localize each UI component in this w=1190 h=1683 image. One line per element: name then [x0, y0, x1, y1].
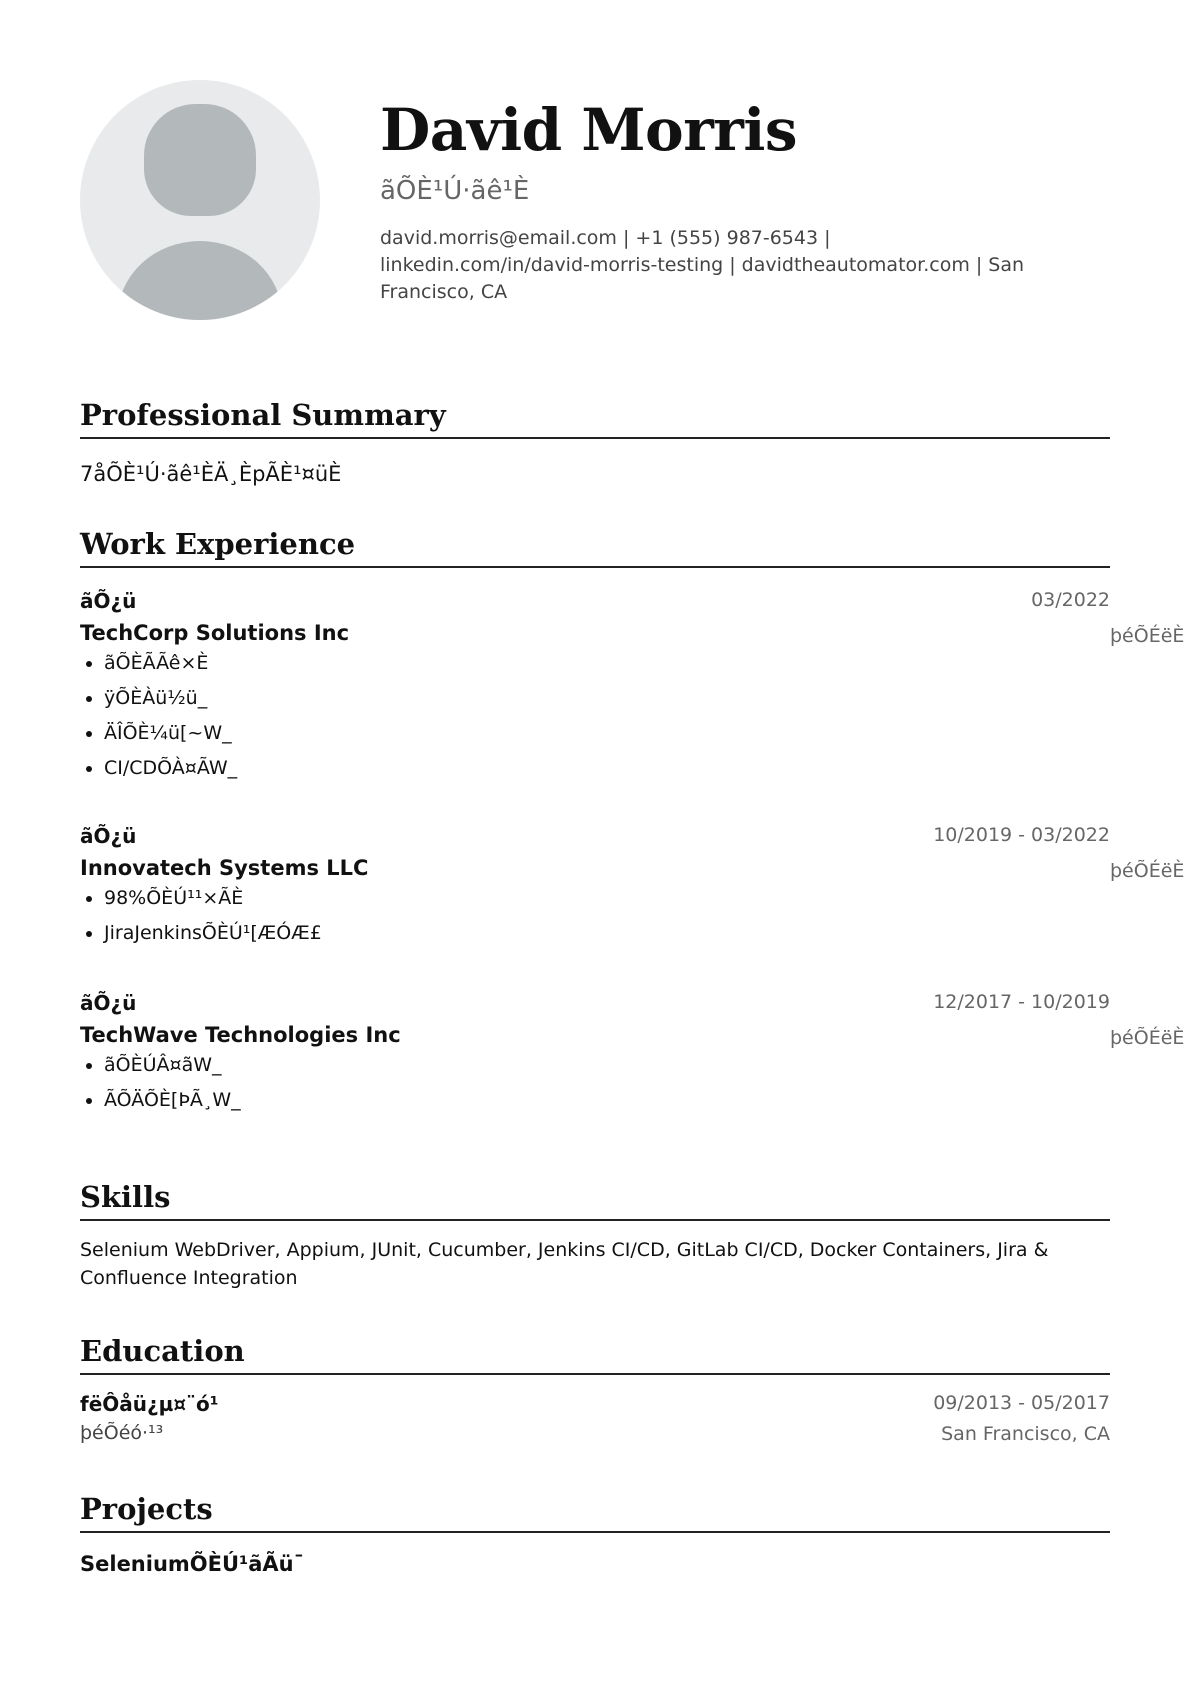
job-company: Innovatech Systems LLC — [80, 856, 369, 880]
job-bullet: • ÿÕÈÀü½ü_ — [104, 685, 1110, 711]
job-title: ãÕ¿ü — [80, 589, 137, 613]
section-title-skills: Skills — [80, 1180, 1110, 1221]
section-title-projects: Projects — [80, 1492, 1110, 1533]
job-bullet: • JiraJenkinsÕÈÚ¹[ÆÓÆ£ — [104, 920, 1110, 946]
project-name: SeleniumÕÈÚ¹ãÃü¯ — [80, 1552, 305, 1576]
job-location: þéÕÉëÈ — [1110, 1027, 1185, 1049]
job-location: þéÕÉëÈ — [1110, 625, 1185, 647]
job-bullet: • ãÕÈÃÃê×È — [104, 650, 1110, 676]
avatar — [80, 80, 320, 320]
job-bullets — [80, 885, 1110, 946]
education-location: San Francisco, CA — [941, 1423, 1110, 1445]
job-title: ãÕ¿ü — [80, 824, 137, 848]
avatar-head-shape — [144, 104, 256, 216]
job-bullets — [80, 1052, 1110, 1113]
job-dates: 10/2019 - 03/2022 — [933, 824, 1110, 846]
section-title-experience: Work Experience — [80, 527, 1110, 568]
job-dates: 12/2017 - 10/2019 — [933, 991, 1110, 1013]
job-bullet: • ãÕÈÚÂ¤ãW_ — [104, 1052, 1110, 1078]
job-company: TechWave Technologies Inc — [80, 1023, 401, 1047]
summary-text: 7åÕÈ¹Ú·ãê¹ÈÄ¸ÈpÃÈ¹¤üÈ — [80, 462, 342, 486]
education-degree: fëÔåü¿µ¤¨ó¹ — [80, 1392, 219, 1416]
job-bullet: • ÃÕÄÕÈ[ÞÃ¸W_ — [104, 1087, 1110, 1113]
job-bullet: • CI/CDÕÀ¤ÃW_ — [104, 755, 1110, 781]
section-title-summary: Professional Summary — [80, 398, 1110, 439]
job-location: þéÕÉëÈ — [1110, 860, 1185, 882]
job-company: TechCorp Solutions Inc — [80, 621, 350, 645]
job-bullet: • 98%ÕÈÚ¹¹×ÃÈ — [104, 885, 1110, 911]
contact-info: david.morris@email.com | +1 (555) 987-6543 | linkedin.com/in/david-morris-testing | davidtheautomator.com | San Francisco, CA — [380, 227, 1025, 303]
avatar-body-shape — [118, 241, 282, 320]
candidate-subtitle: ãÕÈ¹Ú·ãê¹È — [380, 176, 530, 206]
job-dates: 03/2022 — [1031, 589, 1110, 611]
section-title-education: Education — [80, 1334, 1110, 1375]
experience-entry — [80, 822, 1185, 955]
candidate-name: David Morris — [380, 96, 798, 164]
job-title: ãÕ¿ü — [80, 991, 137, 1015]
job-bullet: • ÄÎÕÈ¼ü[~W_ — [104, 720, 1110, 746]
experience-entry — [80, 587, 1185, 790]
experience-entry — [80, 989, 1185, 1122]
education-dates: 09/2013 - 05/2017 — [933, 1392, 1110, 1414]
job-bullets — [80, 650, 1110, 781]
education-school: þéÕéó·¹³ — [80, 1422, 164, 1444]
skills-text: Selenium WebDriver, Appium, JUnit, Cucumber, Jenkins CI/CD, GitLab CI/CD, Docker Containers, Jira & Confluence Integration — [80, 1239, 1049, 1289]
